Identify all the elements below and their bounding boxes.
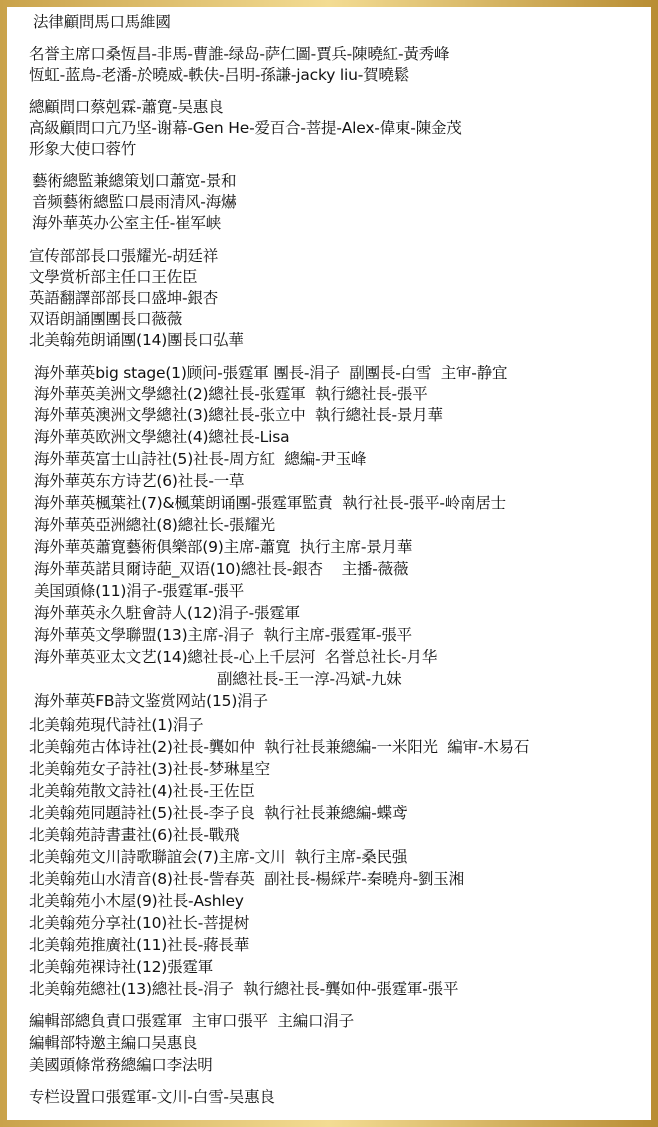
- overseas-society-line: 海外華英big stage(1)顾问-張霆軍 團長-涓子 副團長-白雪 主审-静宜: [34, 364, 508, 382]
- overseas-society-line: 海外華英文學聯盟(13)主席-涓子 執行主席-張霆軍-張平: [34, 626, 412, 644]
- document-page: [7, 7, 651, 1120]
- overseas-society-line: 海外華英澳洲文學總社(3)總社長-张立中 執行總社長-景月華: [34, 406, 443, 424]
- north-america-society-line: 北美翰苑總社(13)總社長-涓子 執行總社長-龔如仲-張霆軍-張平: [29, 980, 459, 998]
- advisor-line: 形象大使口蓉竹: [29, 140, 137, 158]
- north-america-society-line: 北美翰苑現代詩社(1)涓子: [29, 716, 204, 734]
- north-america-society-line: 北美翰苑文川詩歌聯誼会(7)主席-文川 執行主席-桑民强: [29, 848, 408, 866]
- north-america-society-line: 北美翰苑山水清音(8)社長-訾春英 副社長-楊綵芹-秦曉舟-劉玉湘: [29, 870, 464, 888]
- north-america-society-line: 北美翰苑裸诗社(12)張霆軍: [29, 958, 214, 976]
- north-america-society-line: 北美翰苑詩書畫社(6)社長-戰飛: [29, 826, 240, 844]
- overseas-society-line: 海外華英永久駐會詩人(12)涓子-張霆軍: [34, 604, 300, 622]
- north-america-society-line: 北美翰苑分享社(10)社长-菩提树: [29, 914, 250, 932]
- art-director-line: 音频藝術總監口晨雨清风-海爀: [32, 193, 237, 211]
- overseas-society-line: 海外華英楓葉社(7)&楓葉朗诵團-張霆軍監責 執行社長-張平-岭南居士: [34, 494, 506, 512]
- overseas-society-line: 海外華英FB詩文鉴赏网站(15)涓子: [34, 692, 268, 710]
- advisor-line: 高級顧問口亢乃坚-谢幕-Gen He-爱百合-菩提-Alex-偉東-陳金茂: [29, 119, 462, 137]
- overseas-society-line: 海外華英美洲文學總社(2)總社長-张霆軍 執行總社長-張平: [34, 385, 428, 403]
- editorial-line: 編輯部總負責口張霆軍 主审口張平 主編口涓子: [29, 1012, 354, 1030]
- north-america-society-line: 北美翰苑女子詩社(3)社長-梦琳星空: [29, 760, 270, 778]
- department-line: 英語翻譯部部長口盛坤-銀杏: [29, 289, 218, 307]
- overseas-society-line: 海外華英东方诗艺(6)社長-一草: [34, 472, 245, 490]
- north-america-society-line: 北美翰苑小木屋(9)社長-Ashley: [29, 892, 244, 910]
- department-line: 双语朗誦團團長口薇薇: [29, 310, 183, 328]
- department-line: 宣传部部長口張耀光-胡廷祥: [29, 247, 218, 265]
- overseas-society-line: 海外華英欧洲文學總社(4)總社長-Lisa: [34, 428, 290, 446]
- north-america-society-line: 北美翰苑古体诗社(2)社長-龔如仲 執行社長兼總編-一米阳光 編审-木易石: [29, 738, 530, 756]
- overseas-society-line: 海外華英亚太文艺(14)總社長-心上千层河 名誉总社长-月华: [34, 648, 438, 666]
- department-line: 文學赏析部主任口王佐臣: [29, 268, 198, 286]
- honorary-chair-line: 名誉主席口桑恆昌-非馬-曹誰-绿岛-萨仁圖-賈兵-陳曉紅-黃秀峰: [29, 45, 450, 63]
- overseas-society-line: 美国頭條(11)涓子-張霆軍-張平: [34, 582, 245, 600]
- overseas-society-line: 副總社長-王一淳-冯斌-九妹: [217, 670, 402, 688]
- legal-counsel-line: 法律顧問馬口馬維國: [33, 13, 171, 31]
- overseas-society-line: 海外華英諾貝爾诗葩_双语(10)總社長-銀杏 主播-薇薇: [34, 560, 409, 578]
- art-director-line: 海外華英办公室主任-崔军峡: [32, 214, 221, 232]
- overseas-society-line: 海外華英亞洲總社(8)總社长-張耀光: [34, 516, 275, 534]
- north-america-society-line: 北美翰苑散文詩社(4)社長-王佐臣: [29, 782, 255, 800]
- north-america-society-line: 北美翰苑推廣社(11)社長-蔣長華: [29, 936, 250, 954]
- overseas-society-line: 海外華英蕭寛藝術俱樂部(9)主席-蕭寬 执行主席-景月華: [34, 538, 413, 556]
- column-setup-line: 专栏设置口張霆軍-文川-白雪-吴惠良: [29, 1088, 275, 1106]
- department-line: 北美翰苑朗诵團(14)團長口弘華: [29, 331, 244, 349]
- art-director-line: 藝術總監兼總策划口蕭宽-景和: [32, 172, 237, 190]
- north-america-society-line: 北美翰苑同題詩社(5)社長-李子良 執行社長兼總編-蝶鸢: [29, 804, 408, 822]
- editorial-line: 美國頭條常務總編口李法明: [29, 1056, 213, 1074]
- honorary-chair-line: 恆虹-蓝鳥-老潘-於曉威-軼伕-吕明-孫謙-jacky liu-賀曉鬆: [29, 66, 410, 84]
- overseas-society-line: 海外華英富士山詩社(5)社長-周方紅 總編-尹玉峰: [34, 450, 367, 468]
- editorial-line: 編輯部特邀主編口吴惠良: [29, 1034, 198, 1052]
- advisor-line: 總顧問口蔡剋霖-蕭寛-吴惠良: [29, 98, 224, 116]
